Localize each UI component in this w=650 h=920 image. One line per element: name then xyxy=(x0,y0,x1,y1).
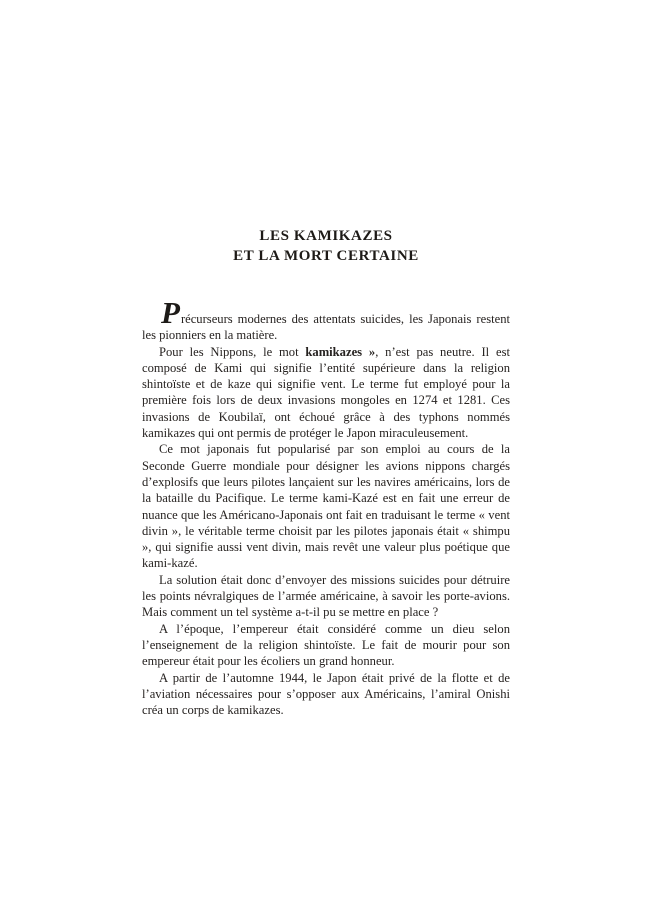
emphasized-text: kamikazes » xyxy=(305,344,376,359)
text-column xyxy=(142,0,510,718)
chapter-title xyxy=(142,226,510,266)
body-run: récurseurs modernes des attentats suicides, les Japonais restent les pionniers en la matière. xyxy=(142,312,510,343)
paragraph xyxy=(142,670,510,719)
drop-cap-initial: P xyxy=(161,295,181,330)
paragraph xyxy=(142,344,510,442)
chapter-title-line-2: ET LA MORT CERTAINE xyxy=(233,248,419,264)
paragraph xyxy=(142,295,510,344)
paragraph xyxy=(142,441,510,571)
body-run: , n’est pas neutre. Il est composé de Kami qui signifie l’entité supérieure dans la religion shintoïste et de kaze qui signifie vent. Le terme fut employé pour la première fois lors de deux invasions mongoles en 1274 et 1281. Ces invasions de Koubilaï, ont échoué grâce à des typhons nommés kamikazes qui ont permis de protéger le Japon miraculeusement. xyxy=(142,344,510,441)
body-run: Pour les Nippons, le mot xyxy=(159,344,306,359)
body-run: A l’époque, l’empereur était considéré comme un dieu selon l’enseignement de la religion shintoïste. Le fait de mourir pour son empereur était pour les écoliers un grand honneur. xyxy=(142,621,510,669)
paragraph xyxy=(142,621,510,670)
body-text xyxy=(142,295,510,718)
body-run: Ce mot japonais fut popularisé par son emploi au cours de la Seconde Guerre mondiale pour désigner les avions nippons chargés d’explosifs que leurs pilotes lançaient sur les navires américains, lors de la bataille du Pacifique. Le terme kami-Kazé est en fait une erreur de nuance que les Américano-Japonais ont fait en traduisant le terme « vent divin », le véritable terme choisit par les pilotes japonais était « shimpu », qui signifie aussi vent divin, mais revêt une valeur plus poétique que kami-kazé. xyxy=(142,442,510,571)
body-run: La solution était donc d’envoyer des missions suicides pour détruire les points névralgiques de l’armée américaine, à savoir les porte-avions. Mais comment un tel système a-t-il pu se mettre en place ? xyxy=(142,572,510,620)
paragraph xyxy=(142,572,510,621)
body-run: A partir de l’automne 1944, le Japon était privé de la flotte et de l’aviation nécessaires pour s’opposer aux Américains, l’amiral Onishi créa un corps de kamikazes. xyxy=(142,670,510,718)
chapter-title-line-1: LES KAMIKAZES xyxy=(259,228,393,244)
